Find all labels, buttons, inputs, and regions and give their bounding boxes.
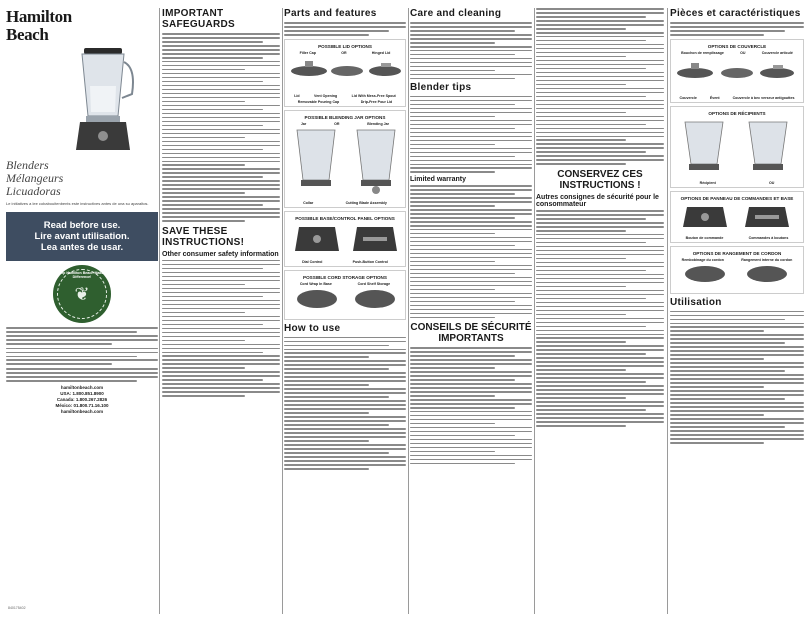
- pieces-intro: [670, 22, 804, 36]
- care-column: [410, 8, 532, 614]
- care-text: [410, 22, 532, 79]
- jar-illustrations: [287, 126, 405, 196]
- pieces-heading: Pièces et caractéristiques: [670, 8, 801, 19]
- care-heading: Care and cleaning: [410, 8, 502, 19]
- blender-illustration: [68, 46, 138, 154]
- couvercle-options-diagram: OPTIONS DE COUVERCLE Bouchon de remplissage OU Couvercle articulé Couvercle Évent Couvercle à bec verseur antigouttes: [670, 39, 804, 103]
- base-options-diagram: POSSIBLE BASE/CONTROL PANEL OPTIONS Dial Control Push-Button Control: [284, 211, 406, 267]
- recipient-illustrations: [673, 118, 799, 176]
- panneau-options-diagram: OPTIONS DE PANNEAU DE COMMANDES ET BASE Bouton de commande Commandes à boutons: [670, 191, 804, 243]
- other-safety-text: [162, 260, 280, 397]
- column-divider: [282, 8, 283, 614]
- brand-logo: Hamilton Beach: [6, 8, 72, 44]
- utilisation-text: [670, 311, 804, 444]
- pieces-column: [670, 8, 804, 614]
- rangement-illustrations: [673, 262, 799, 286]
- cover-body-text: [6, 327, 158, 382]
- column-divider: [159, 8, 160, 614]
- blender-tips-text: [410, 96, 532, 173]
- how-to-use-heading: How to use: [284, 322, 341, 334]
- panneau-illustrations: [673, 203, 799, 231]
- cover-title: Blenders Mélangeurs Licuadoras: [6, 158, 64, 198]
- cover-column: [6, 8, 158, 614]
- leaf-icon: ❦: [74, 283, 90, 304]
- other-safety-heading: Other consumer safety information: [162, 250, 279, 258]
- conseils-continued-text: [536, 8, 664, 165]
- lid-illustrations: [287, 55, 405, 89]
- conseils-column: [536, 8, 664, 614]
- contact-block: hamiltonbeach.com USA: 1.800.851.8900 Canada: 1.800.267.2826 México: 01.800.71.16.100 hamiltonbeach.com: [55, 384, 109, 414]
- recipients-options-diagram: OPTIONS DE RÉCIPIENTS Récipient OU: [670, 106, 804, 188]
- warranty-text: [410, 185, 532, 318]
- column-divider: [408, 8, 409, 614]
- cord-illustrations: [287, 286, 405, 312]
- couvercle-illustrations: [673, 55, 799, 91]
- read-before-use-banner: Read before use. Lire avant utilisation. Lea antes de usar.: [6, 212, 158, 261]
- safeguards-heading: IMPORTANT SAFEGUARDS: [162, 8, 236, 30]
- warranty-heading: Limited warranty: [410, 176, 467, 184]
- model-code: 840175402: [8, 606, 26, 610]
- conseils-heading: CONSEILS DE SÉCURITÉ IMPORTANTS: [410, 322, 532, 345]
- parts-intro: [284, 22, 406, 36]
- autres-consignes-heading: Autres consignes de sécurité pour le consommateur: [536, 193, 659, 208]
- conservez-heading: CONSERVEZ CES INSTRUCTIONS !: [557, 168, 643, 191]
- conseils-text: [410, 347, 532, 464]
- column-divider: [534, 8, 535, 614]
- autres-consignes-text: [536, 210, 664, 427]
- parts-heading: Parts and features: [284, 8, 377, 19]
- difference-badge: Help Hamilton Beach Make a Difference! ❦: [53, 265, 111, 323]
- save-instructions-heading: SAVE THESE INSTRUCTIONS!: [162, 225, 245, 248]
- safeguards-column: [162, 8, 280, 614]
- utilisation-heading: Utilisation: [670, 296, 722, 308]
- safeguards-text: [162, 33, 280, 222]
- parts-column: [284, 8, 406, 614]
- cord-options-diagram: POSSIBLE CORD STORAGE OPTIONS Cord Wrap In Base Cord Shelf Storage: [284, 270, 406, 320]
- rangement-options-diagram: OPTIONS DE RANGEMENT DE CORDON Rembobinage du cordon Rangement interne du cordon: [670, 246, 804, 294]
- how-to-use-text: [284, 337, 406, 470]
- cover-intro: Le initiatives a lee cobabouitenbents este instructives antes de una su aparaltos.: [6, 201, 149, 206]
- lid-options-diagram: POSSIBLE LID OPTIONS Filler Cap OR Hinged Lid Lid Vent Opening Lid With Mess-Free Spout Removable Pouring Cap Drip-Free Pour Lid: [284, 39, 406, 107]
- blender-tips-heading: Blender tips: [410, 81, 472, 93]
- base-illustrations: [287, 223, 405, 255]
- column-divider: [667, 8, 668, 614]
- jar-options-diagram: POSSIBLE BLENDING JAR OPTIONS Jar OR Blending Jar Collar Cutting Blade Assembly: [284, 110, 406, 208]
